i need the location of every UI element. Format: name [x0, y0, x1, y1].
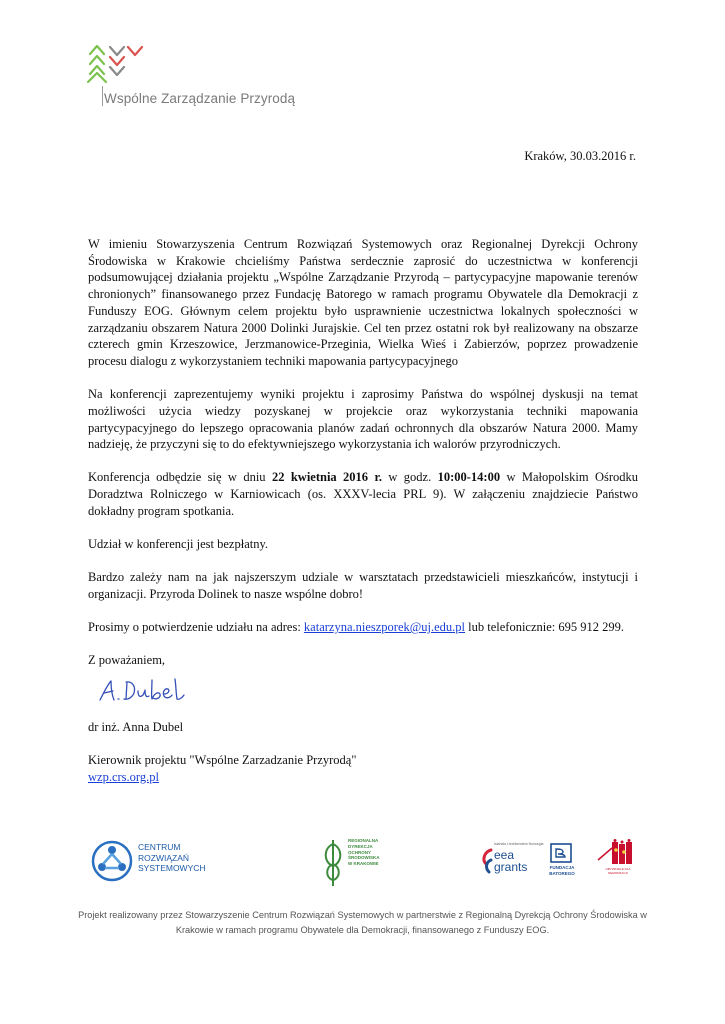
conference-time: 10:00-14:00: [437, 470, 501, 485]
eea-grants-logo: [480, 842, 544, 878]
signer-name: dr inż. Anna Dubel: [88, 720, 184, 734]
batory-text: FUNDACJA BATOREGO: [549, 865, 575, 876]
footer-note: Projekt realizowany przez Stowarzyszenie Centrum Rozwiązań Systemowych w partnerstwie z Regionalną Dyrekcją Ochrony Środowiska w Krakowie w ramach programu Obywatele dla Demokracji, finansowanego z Funduszy EOG.: [78, 910, 647, 935]
conference-date: 22 kwietnia 2016 r.: [271, 470, 382, 485]
signer-block: [88, 752, 356, 785]
website-link[interactable]: wzp.crs.org.pl: [88, 769, 159, 784]
ode-logo: [596, 838, 640, 878]
wzp-logo: [84, 42, 304, 112]
ode-emblem-icon: [596, 838, 640, 868]
letter-date: Kraków, 30.03.2016 r.: [524, 149, 636, 163]
ode-text: OBYWATELE DLA DEMOKRACJI: [605, 867, 631, 875]
email-link[interactable]: katarzyna.nieszporek@uj.edu.pl: [303, 620, 466, 635]
signature-icon: [96, 676, 206, 706]
batory-foundation-logo: [547, 842, 579, 878]
paragraph-invitation: Bardzo zależy nam na jak najszerszym udziale w warsztatach przedstawicieli mieszkańców, instytucji i organizacji. Przyroda Dolinek to nasze wspólne dobro!: [88, 570, 638, 601]
leaf-icon: [320, 834, 346, 888]
paragraph-free-entry: Udział w konferencji jest bezpłatny.: [88, 537, 269, 552]
signer-role: Kierownik projektu "Wspólne Zarzadzanie Przyrodą": [88, 753, 357, 767]
crs-logo: [90, 838, 220, 888]
eea-swirl-icon: [480, 846, 494, 876]
logo-divider: [102, 86, 103, 106]
paragraph-rsvp: Prosimy o potwierdzenie udziału na adres: katarzyna.nieszporek@uj.edu.pl lub telefonicznie: 695 912 299.: [88, 620, 625, 635]
crs-emblem-icon: [90, 838, 134, 884]
crs-text: CENTRUM ROZWIĄZAŃ SYSTEMOWYCH: [138, 842, 206, 873]
rdos-text: REGIONALNA DYREKCJA OCHRONY ŚRODOWISKA W KRAKOWIE: [348, 838, 380, 867]
closing: Z poważaniem,: [88, 653, 166, 668]
rdos-logo: [320, 834, 390, 890]
eea-text: eea grants: [494, 848, 528, 874]
logo-text: Wspólne Zarządzanie Przyrodą: [104, 91, 296, 106]
letter-body: [88, 236, 638, 686]
chevrons-logo-icon: [84, 42, 144, 88]
paragraph-conference-goal: Na konferencji zaprezentujemy wyniki projektu i zaprosimy Państwa do wspólnej dyskusji na temat możliwości użycia wiedzy pozyskanej w projekcie oraz wykorzystania techniki mapowania partycypacyjnego do lepszego opracowania planów zadań ochronnych dla obszarów Natura 2000. Mamy nadzieję, że przyczyni się to do efektywniejszego wykorzystania ich walorów przyrodniczych.: [88, 387, 638, 452]
eea-donors: Islandia Liechtenstein Norwegia: [494, 842, 544, 846]
paragraph-intro: W imieniu Stowarzyszenia Centrum Rozwiązań Systemowych oraz Regionalnej Dyrekcji Ochrony Środowiska w Krakowie chcieliśmy Państwa serdecznie zaprosić do uczestnictwa w konferencji podsumowującej działania projektu „Wspólne Zarządzanie Przyrodą – partycypacyjne mapowanie terenów chronionych” finansowanego przez Fundację Batorego w ramach programu Obywatele dla Demokracji z Funduszy EOG. Głównym celem projektu było usprawnienie uczestnictwa lokalnych społeczności w zarządzaniu obszarem Natura 2000 Dolinki Jurajskie. Cel ten przez ostatni rok był realizowany na obszarze czterech gmin Krzeszowice, Jerzmanowice-Przeginia, Wielka Wieś i Zabierzów, poprzez prowadzenie procesu dialogu z wykorzystaniem techniki mapowania partycypacyjnego: [88, 237, 638, 368]
batory-emblem-icon: [547, 842, 577, 864]
paragraph-conference-details: Konferencja odbędzie się w dniu 22 kwietnia 2016 r. w godz. 10:00-14:00 w Małopolskim Ośrodku Doradztwa Rolniczego w Karniowicach (os. XXXV-lecia PRL 9). W załączeniu znajdziecie Państwo dokładny program spotkania.: [88, 470, 638, 518]
